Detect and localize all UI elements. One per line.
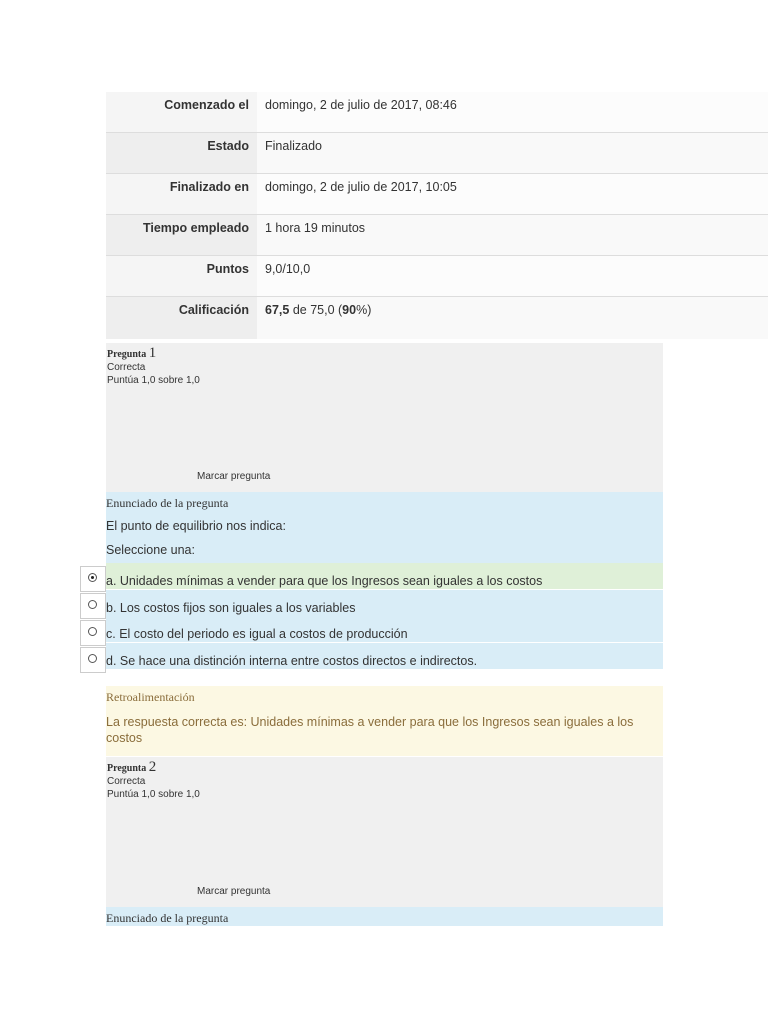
feedback-text: La respuesta correcta es: Unidades mínimas a vender para que los Ingresos sean iguales a los costos [106, 715, 634, 745]
answer-label: b. Los costos fijos son iguales a los variables [106, 601, 356, 615]
question-state: Correcta [107, 362, 146, 373]
summary-value: 1 hora 19 minutos [257, 215, 768, 255]
summary-value: 9,0/10,0 [257, 256, 768, 296]
answer-option-c[interactable] [106, 616, 663, 642]
summary-grade-value [257, 297, 768, 339]
summary-value: domingo, 2 de julio de 2017, 08:46 [257, 92, 768, 132]
summary-row-grade [106, 297, 768, 339]
summary-label: Estado [106, 133, 257, 173]
question-grade: Puntúa 1,0 sobre 1,0 [107, 789, 200, 800]
grade-score: 67,5 [265, 303, 290, 317]
answer-radio-a[interactable] [80, 566, 106, 592]
summary-label: Tiempo empleado [106, 215, 257, 255]
summary-row-state [106, 133, 768, 174]
summary-row-finished [106, 174, 768, 215]
question-prompt: Seleccione una: [106, 543, 195, 557]
summary-value: domingo, 2 de julio de 2017, 10:05 [257, 174, 768, 214]
answer-radio-b[interactable] [80, 593, 106, 619]
summary-label: Finalizado en [106, 174, 257, 214]
summary-label: Calificación [106, 297, 257, 339]
summary-label: Puntos [106, 256, 257, 296]
question-label: Pregunta [107, 349, 147, 360]
flag-question-link[interactable]: Marcar pregunta [197, 471, 271, 482]
question-heading: Enunciado de la pregunta [106, 911, 229, 925]
radio-unchecked-icon [88, 627, 97, 636]
summary-value: Finalizado [257, 133, 768, 173]
answer-option-b[interactable] [106, 590, 663, 616]
question-number-value: 1 [148, 345, 157, 361]
answer-label: c. El costo del periodo es igual a costos de producción [106, 627, 408, 641]
question-number [107, 345, 156, 362]
answer-option-a[interactable] [106, 563, 663, 589]
question-text-2 [106, 907, 663, 926]
question-heading: Enunciado de la pregunta [106, 496, 229, 510]
summary-label: Comenzado el [106, 92, 257, 132]
question-feedback-1 [106, 686, 663, 756]
question-stem: El punto de equilibrio nos indica: [106, 519, 286, 533]
answer-label: a. Unidades mínimas a vender para que los Ingresos sean iguales a los costos [106, 574, 543, 588]
question-state: Correcta [107, 776, 146, 787]
question-grade: Puntúa 1,0 sobre 1,0 [107, 375, 200, 386]
question-number [107, 759, 156, 776]
summary-row-time-taken [106, 215, 768, 256]
question-number-value: 2 [148, 759, 157, 775]
radio-unchecked-icon [88, 600, 97, 609]
question-info-2 [106, 757, 663, 907]
flag-question-link[interactable]: Marcar pregunta [197, 886, 271, 897]
grade-of-text: de 75,0 ( [289, 303, 343, 317]
answer-radio-d[interactable] [80, 647, 106, 673]
grade-percent: 90 [342, 303, 357, 317]
answer-label: d. Se hace una distinción interna entre costos directos e indirectos. [106, 654, 478, 668]
question-label: Pregunta [107, 763, 147, 774]
grade-close: %) [356, 303, 372, 317]
radio-unchecked-icon [88, 654, 97, 663]
question-info-1 [106, 343, 663, 492]
answer-radio-c[interactable] [80, 620, 106, 646]
feedback-heading: Retroalimentación [106, 690, 195, 704]
radio-checked-icon [88, 573, 97, 582]
summary-row-points [106, 256, 768, 297]
attempt-summary-table [106, 92, 768, 339]
question-text-1 [106, 492, 663, 563]
summary-row-started [106, 92, 768, 133]
answer-option-d[interactable] [106, 643, 663, 669]
